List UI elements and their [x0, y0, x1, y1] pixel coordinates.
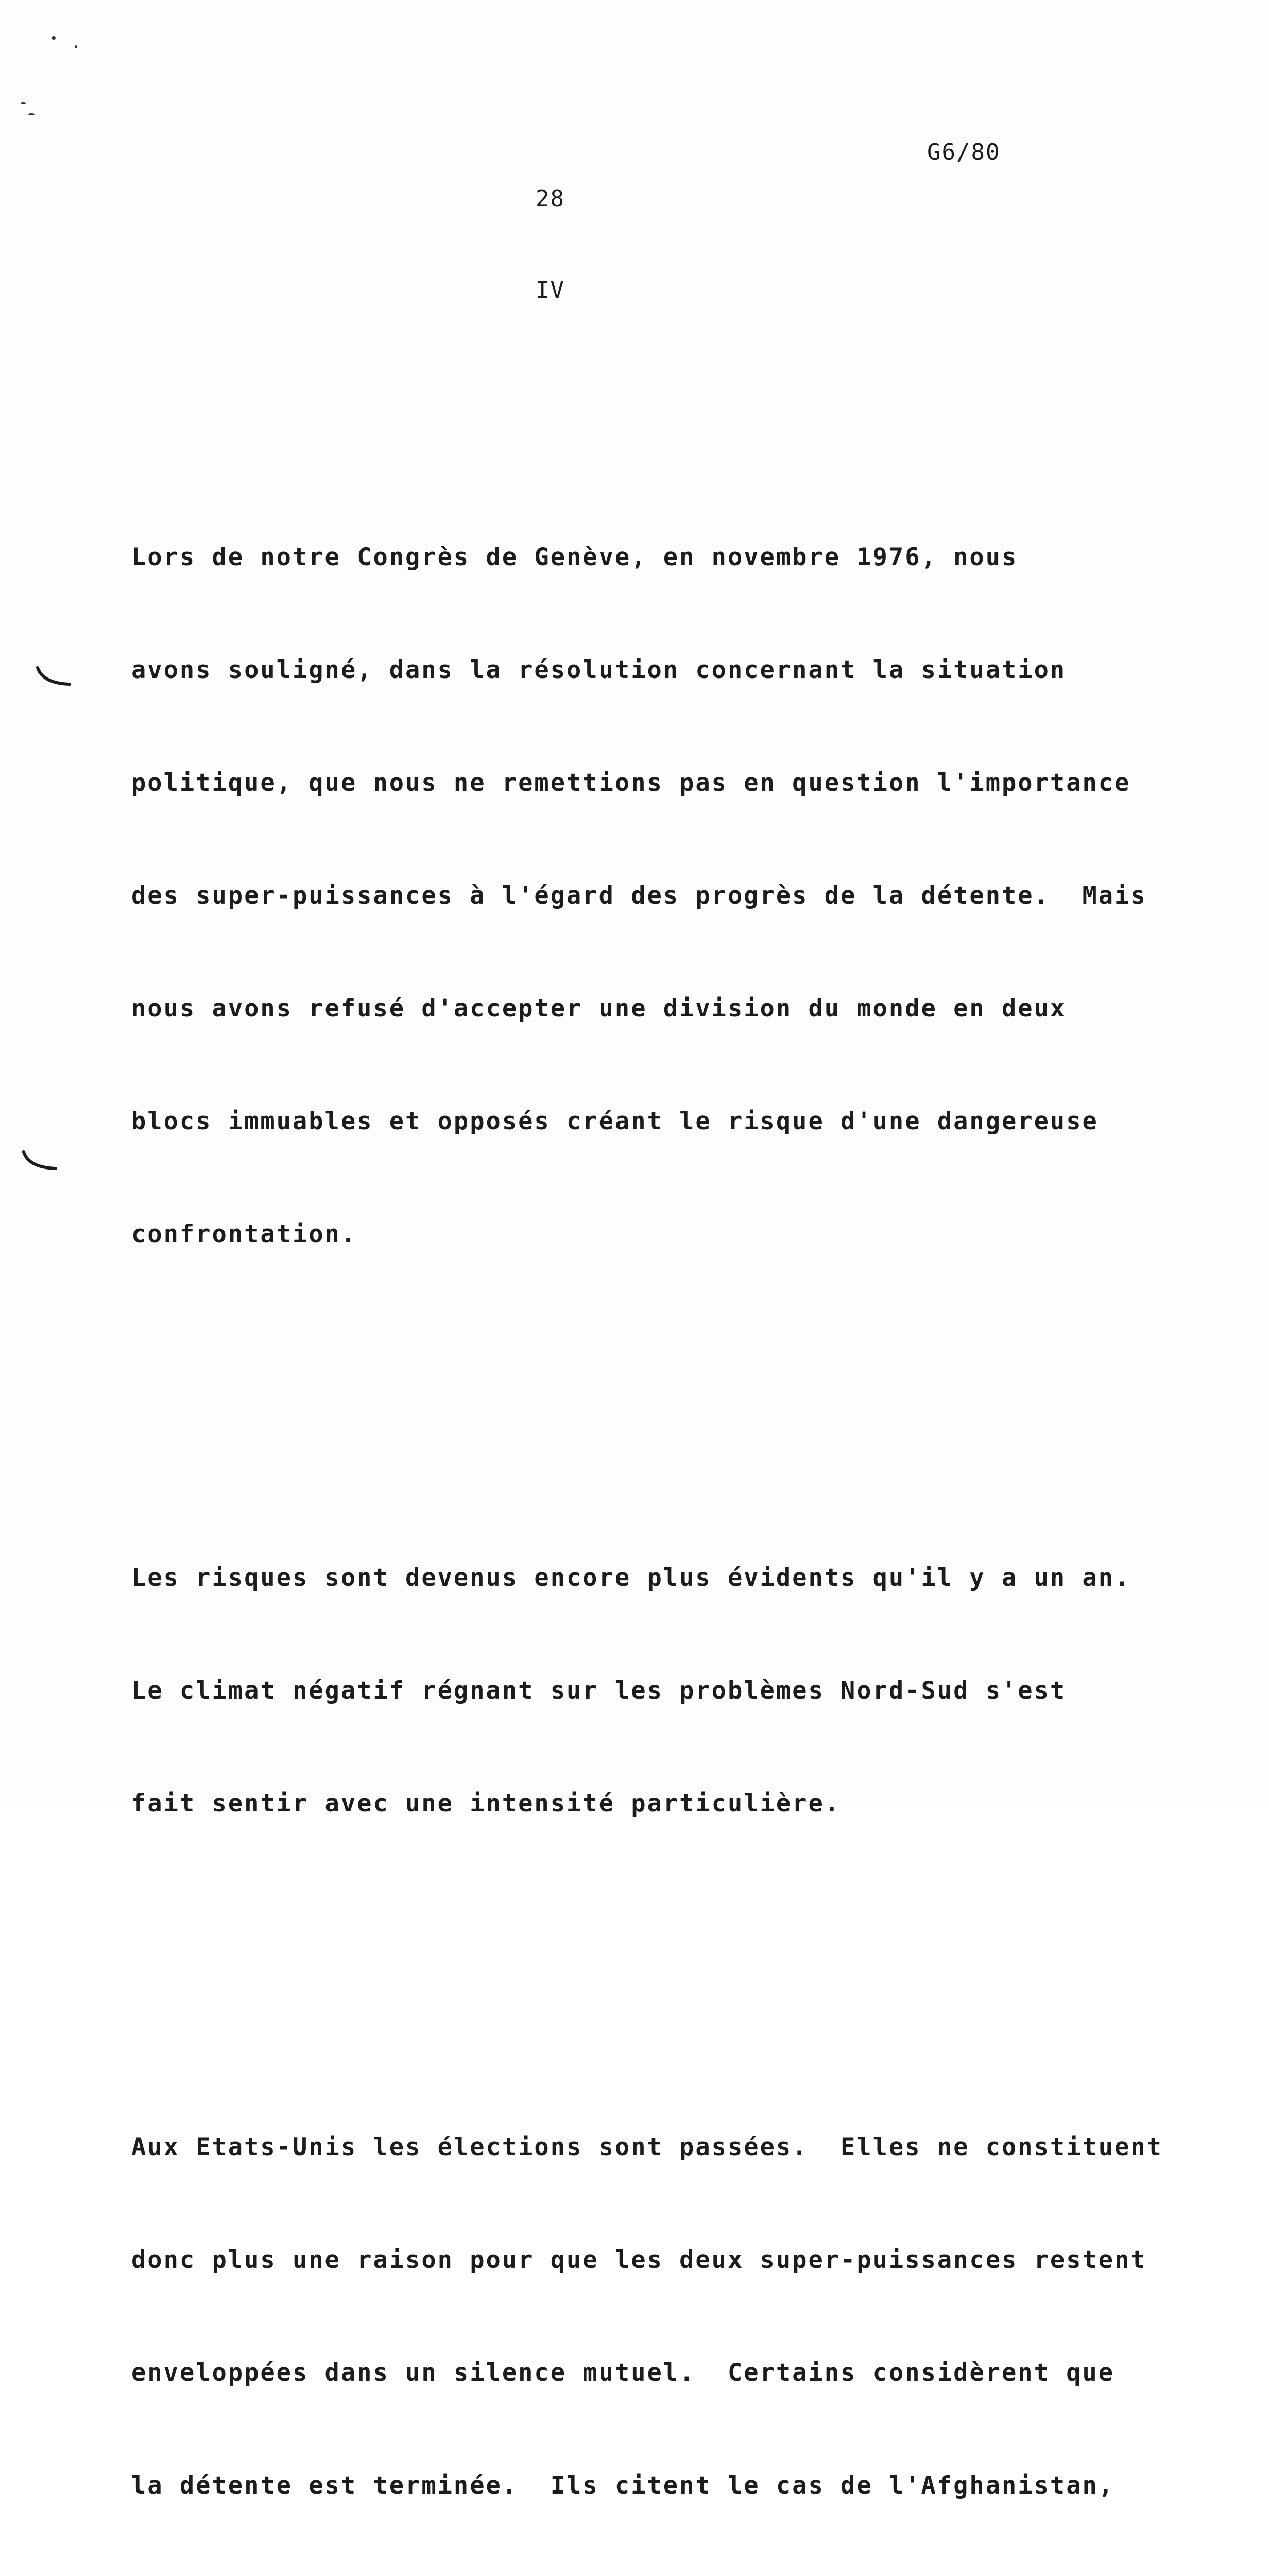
text-line: Le climat négatif régnant sur les problèmes Nord-Sud s'est [131, 1676, 1067, 1705]
page-number: 28 [536, 185, 565, 212]
paragraph [131, 463, 1161, 1328]
text-line: enveloppées dans un silence mutuel. Certains considèrent que [131, 2359, 1115, 2387]
margin-mark [33, 665, 75, 690]
text-line: Les risques sont devenus encore plus évidents qu'il y a un an. [131, 1564, 1131, 1592]
text-line: blocs immuables et opposés créant le risque d'une dangereuse [131, 1107, 1099, 1136]
text-line: avons souligné, dans la résolution concernant la situation [131, 656, 1067, 684]
text-line: confrontation. [131, 1220, 357, 1248]
text-line: Aux Etats-Unis les élections sont passées. Elles ne constituent [131, 2133, 1163, 2161]
scan-speck [21, 102, 26, 104]
text-line: donc plus une raison pour que les deux super-puissances restent [131, 2246, 1147, 2274]
section-heading: IV [536, 277, 565, 303]
scan-speck [28, 113, 35, 115]
text-line: la détente est terminée. Ils citent le cas de l'Afghanistan, [131, 2471, 1115, 2500]
paragraph [131, 1484, 1161, 1897]
document-reference: G6/80 [927, 139, 1001, 165]
paragraph [131, 2053, 1161, 2576]
text-line: des super-puissances à l'égard des progrès de la détente. Mais [131, 882, 1147, 910]
scan-speck [75, 45, 77, 48]
text-line: nous avons refusé d'accepter une division du monde en deux [131, 994, 1067, 1023]
document-body [131, 350, 1161, 2576]
text-line: Lors de notre Congrès de Genève, en novembre 1976, nous [131, 543, 1018, 571]
text-line: politique, que nous ne remettions pas en question l'importance [131, 769, 1131, 797]
margin-mark [20, 1149, 61, 1175]
text-line: fait sentir avec une intensité particulière. [131, 1789, 841, 1818]
scan-speck [52, 36, 56, 40]
